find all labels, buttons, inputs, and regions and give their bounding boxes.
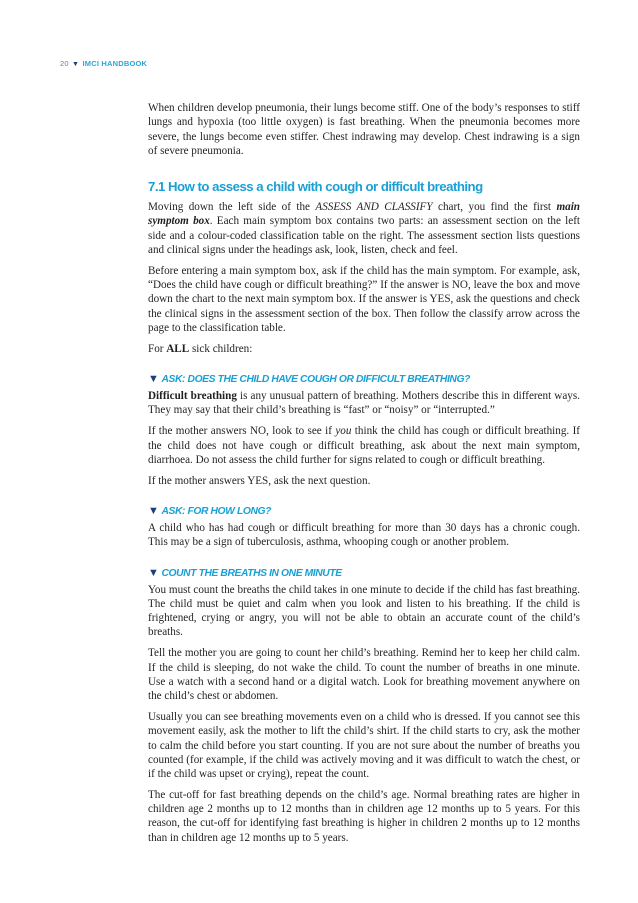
- triangle-marker-icon: ▼: [72, 61, 80, 68]
- subheading-how-long: [148, 505, 580, 518]
- running-header: [60, 59, 147, 68]
- page-number: 20: [60, 59, 69, 68]
- page-body: [148, 101, 580, 852]
- text-run: If the mother answers NO, look to see if: [148, 425, 336, 438]
- subheading-text: ASK: FOR HOW LONG?: [161, 505, 271, 517]
- text-run: For: [148, 342, 167, 355]
- text-run: sick children:: [189, 342, 253, 355]
- sub-paragraph: [148, 424, 580, 467]
- intro-paragraph: When children develop pneumonia, their lungs become stiff. One of the body’s responses to stiff lungs and hypoxia (too little oxygen) is fast breathing. When the pneumonia becomes more severe, the lungs become even stiffer. Chest indrawing may develop. Chest indrawing is a sign of severe pneumonia.: [148, 102, 580, 157]
- sub-paragraph: The cut-off for fast breathing depends on the child’s age. Normal breathing rates are higher in children age 2 months up to 12 months than in children age 12 months up to 5 years. For this reason, the cut-off for identifying fast breathing is higher in children 2 months up to 12 months than in children age 12 months up to 5 years.: [148, 788, 580, 844]
- section-paragraph: [148, 200, 580, 257]
- text-run: think the child has cough or difficult breathing. If the child does not have cough or difficult breathing, ask about the next main symptom, diarrhoea. Do not assess the child further for signs related to cough or difficult breathing.: [148, 425, 580, 466]
- section-heading: 7.1 How to assess a child with cough or difficult breathing: [148, 179, 483, 195]
- book-title: IMCI HANDBOOK: [82, 59, 148, 68]
- chart-name: ASSESS AND CLASSIFY: [315, 201, 433, 214]
- text-run: chart, you find the first: [432, 201, 557, 214]
- subheading-text: ASK: DOES THE CHILD HAVE COUGH OR DIFFICULT BREATHING?: [161, 374, 470, 386]
- subheading-ask-cough: [148, 373, 580, 386]
- section-paragraph: [148, 342, 580, 356]
- sub-paragraph: [148, 389, 580, 418]
- text-run: is any unusual pattern of breathing. Mothers describe this in different ways. They may say that their child’s breathing is “fast” or “noisy” or “interrupted.”: [148, 390, 580, 417]
- emphasis-all: ALL: [166, 342, 190, 355]
- sub-paragraph: If the mother answers YES, ask the next question.: [148, 474, 371, 487]
- text-run: . Each main symptom box contains two parts: an assessment section on the left side and a colour-coded classification table on the right. The assessment section lists questions and clinical signs under the headings ask, look, listen, check and feel.: [148, 215, 581, 257]
- sub-paragraph: You must count the breaths the child takes in one minute to decide if the child has fast breathing. The child must be quiet and calm when you look and listen to his breathing. If the child is frightened, crying or angry, you will not be able to obtain an accurate count of the child’s breaths.: [148, 583, 580, 639]
- subheading-text: COUNT THE BREATHS IN ONE MINUTE: [161, 567, 342, 579]
- triangle-marker-icon: ▼: [148, 504, 159, 517]
- triangle-marker-icon: ▼: [148, 566, 159, 579]
- triangle-marker-icon: ▼: [148, 373, 159, 386]
- key-term: main symptom box: [148, 201, 580, 228]
- section-paragraph: Before entering a main symptom box, ask if the child has the main symptom. For example, ask, “Does the child have cough or difficult breathing?” If the answer is NO, leave the box and move down the chart to the next main symptom box. If the answer is YES, ask the questions and check the clinical signs in the assessment section of the box. Then follow the classify arrow across the page to the classification table.: [148, 264, 580, 335]
- sub-paragraph: Tell the mother you are going to count her child’s breathing. Remind her to keep her child calm. If the child is sleeping, do not wake the child. To count the number of breaths in one minute. Use a watch with a second hand or a digital watch. Look for breathing movement anywhere on the child’s chest or abdomen.: [148, 647, 580, 703]
- text-run: Moving down the left side of the: [148, 201, 316, 214]
- emphasis-you: you: [335, 425, 352, 438]
- subheading-count-breaths: [148, 567, 580, 580]
- sub-paragraph: A child who has had cough or difficult breathing for more than 30 days has a chronic cough. This may be a sign of tuberculosis, asthma, whooping cough or another problem.: [148, 521, 580, 549]
- key-term: Difficult breathing: [148, 390, 237, 403]
- sub-paragraph: Usually you can see breathing movements even on a child who is dressed. If you cannot see this movement easily, ask the mother to lift the child’s shirt. If the child starts to cry, ask the mother to calm the child before you start counting. If you are not sure about the number of breaths you counted (for example, if the child was actively moving and it was difficult to watch the chest, or if the child was upset or crying), repeat the count.: [148, 710, 580, 781]
